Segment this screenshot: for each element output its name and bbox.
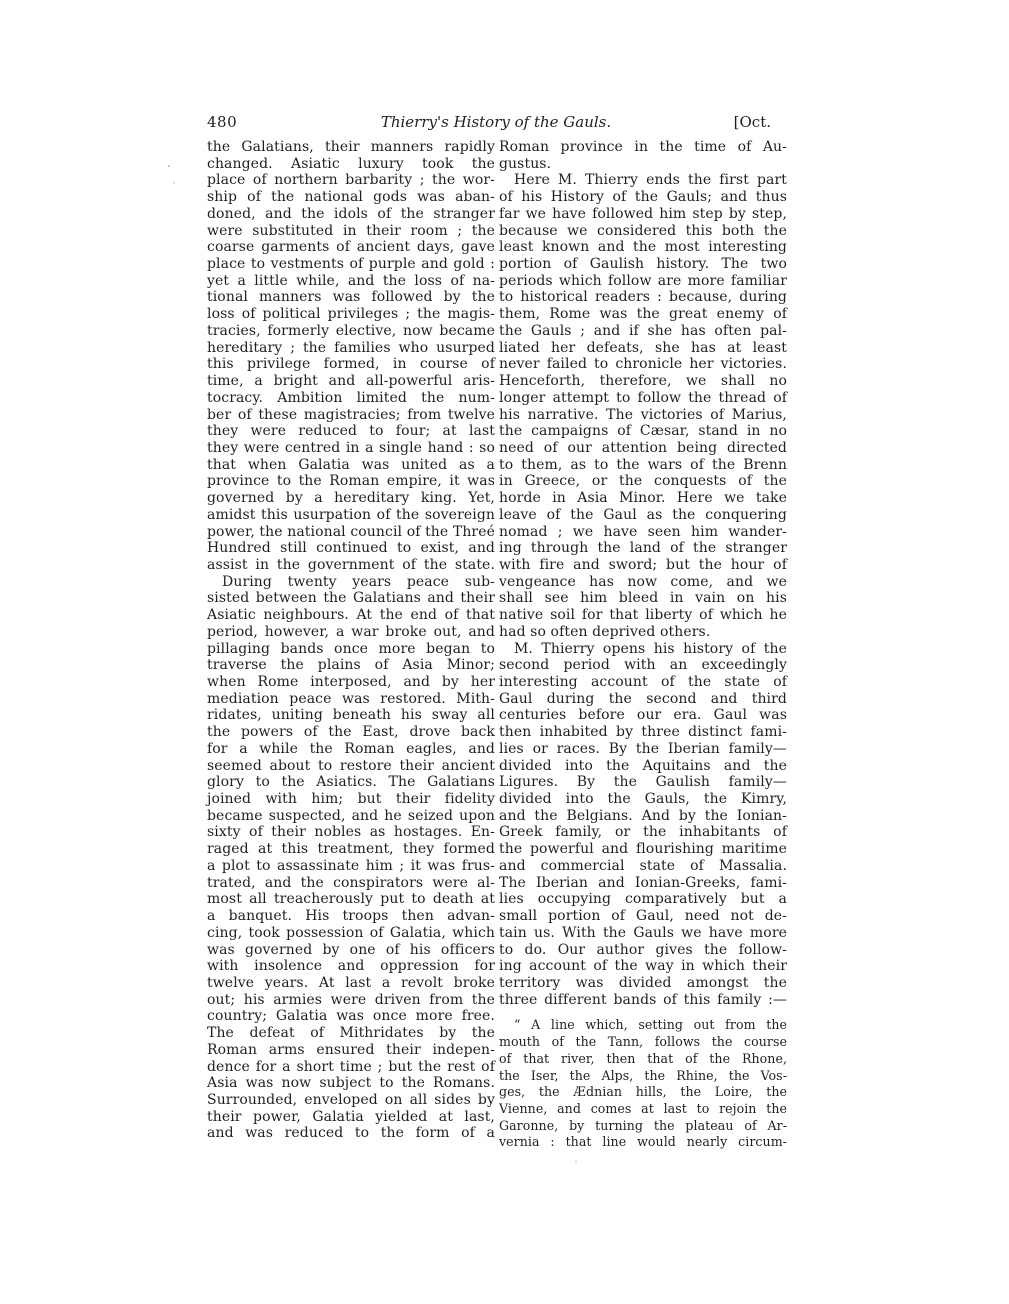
text-line: was governed by one of his officers xyxy=(207,941,495,958)
text-line: the powers of the East, drove back xyxy=(207,724,495,741)
text-line: place of northern barbarity ; the wor- xyxy=(207,172,495,189)
text-line: “ A line which, setting out from the xyxy=(514,1017,787,1033)
text-line: tional manners was followed by the xyxy=(207,289,495,306)
text-line: to historical readers : because, during xyxy=(499,289,787,306)
text-line: amidst this usurpation of the sovereign xyxy=(207,506,495,523)
scan-speck xyxy=(173,182,175,184)
text-line: and was reduced to the form of a xyxy=(207,1125,495,1142)
text-line: period, however, a war broke out, and xyxy=(207,623,495,640)
text-line: mediation peace was restored. Mith- xyxy=(207,690,495,707)
text-line: this privilege formed, in course of xyxy=(207,356,495,373)
text-line: to them, as to the wars of the Brenn xyxy=(499,456,787,473)
text-line: the Gauls ; and if she has often pal- xyxy=(499,322,787,339)
text-line: then inhabited by three distinct fami- xyxy=(499,724,787,741)
page-header xyxy=(207,113,785,135)
text-line: and commercial state of Massalia. xyxy=(499,857,787,874)
text-line: leave of the Gaul as the conquering xyxy=(499,506,787,523)
text-line: because we considered this both the xyxy=(499,222,787,239)
text-line: with fire and sword; but the hour of xyxy=(499,556,787,573)
text-line: raged at this treatment, they formed xyxy=(207,841,495,858)
text-line: country; Galatia was once more free. xyxy=(207,1008,495,1025)
text-line: tocracy. Ambition limited the num- xyxy=(207,389,495,406)
text-line: territory was divided amongst the xyxy=(499,974,787,991)
text-line: the campaigns of Cæsar, stand in no xyxy=(499,423,787,440)
text-line: tain us. With the Gauls we have more xyxy=(499,924,787,941)
text-line: with insolence and oppression for xyxy=(207,958,495,975)
text-line: Gaul during the second and third xyxy=(499,690,787,707)
text-line: dence for a short time ; but the rest of xyxy=(207,1058,495,1075)
text-line: shall see him bleed in vain on his xyxy=(499,590,787,607)
text-line: Here M. Thierry ends the first part xyxy=(514,172,787,189)
text-line: mouth of the Tann, follows the course xyxy=(499,1034,787,1050)
text-line: periods which follow are more familiar xyxy=(499,272,787,289)
text-line: cing, took possession of Galatia, which xyxy=(207,924,495,941)
text-line: traverse the plains of Asia Minor; xyxy=(207,657,495,674)
text-line: second period with an exceedingly xyxy=(499,657,787,674)
text-line: time, a bright and all-powerful aris- xyxy=(207,373,495,390)
text-line: of that river, then that of the Rhone, xyxy=(499,1050,787,1066)
text-line: Roman province in the time of Au- xyxy=(499,139,787,155)
text-line: Vienne, and comes at last to rejoin the xyxy=(499,1100,787,1116)
text-line: portion of Gaulish history. The two xyxy=(499,256,787,273)
text-line: Henceforth, therefore, we shall no xyxy=(499,373,787,390)
text-line: that when Galatia was united as a xyxy=(207,456,495,473)
text-line: tracies, formerly elective, now became xyxy=(207,322,495,339)
text-line: Roman arms ensured their indepen- xyxy=(207,1041,495,1058)
text-line: ridates, uniting beneath his sway all xyxy=(207,707,495,724)
text-line: ges, the Ædnian hills, the Loire, the xyxy=(499,1084,787,1100)
text-line: them, Rome was the great enemy of xyxy=(499,306,787,323)
text-line: vengeance has now come, and we xyxy=(499,573,787,590)
text-line: Hundred still continued to exist, and xyxy=(207,540,495,557)
issue-date: [Oct. xyxy=(733,113,771,131)
text-line: far we have followed him step by step, xyxy=(499,205,787,222)
text-line: During twenty years peace sub- xyxy=(222,573,495,590)
text-line: glory to the Asiatics. The Galatians xyxy=(207,774,495,791)
text-line: a plot to assassinate him ; it was frus- xyxy=(207,857,495,874)
text-line: in Greece, or the conquests of the xyxy=(499,473,787,490)
text-line: of his History of the Gauls; and thus xyxy=(499,189,787,206)
left-text-column xyxy=(207,139,495,1142)
text-line: divided into the Gauls, the Kimry, xyxy=(499,791,787,808)
text-line: divided into the Aquitains and the xyxy=(499,757,787,774)
text-line: assist in the government of the state. xyxy=(207,556,495,573)
text-line: small portion of Gaul, need not de- xyxy=(499,908,787,925)
text-line: province to the Roman empire, it was xyxy=(207,473,495,490)
text-line: never failed to chronicle her victories. xyxy=(499,356,787,373)
text-line: the Galatians, their manners rapidly xyxy=(207,139,495,155)
text-line: loss of political privileges ; the magis- xyxy=(207,306,495,323)
text-line: had so often deprived others. xyxy=(499,623,711,640)
text-line: twelve years. At last a revolt broke xyxy=(207,974,495,991)
text-line: Greek family, or the inhabitants of xyxy=(499,824,787,841)
text-line: most all treacherously put to death at xyxy=(207,891,495,908)
text-line: Garonne, by turning the plateau of Ar- xyxy=(499,1117,787,1133)
text-line: centuries before our era. Gaul was xyxy=(499,707,787,724)
text-line: three different bands of this family :— xyxy=(499,991,787,1008)
text-line: joined with him; but their fidelity xyxy=(207,791,495,808)
text-line: the Iser, the Alps, the Rhine, the Vos- xyxy=(499,1067,787,1083)
text-line: trated, and the conspirators were al- xyxy=(207,874,495,891)
text-line: lies occupying comparatively but a xyxy=(499,891,787,908)
text-line: were substituted in their room ; the xyxy=(207,222,495,239)
text-line: his narrative. The victories of Marius, xyxy=(499,406,787,423)
text-line: a banquet. His troops then advan- xyxy=(207,908,495,925)
text-line: M. Thierry opens his history of the xyxy=(514,640,787,657)
text-line: longer attempt to follow the thread of xyxy=(499,389,787,406)
text-line: least known and the most interesting xyxy=(499,239,787,256)
text-line: yet a little while, and the loss of na- xyxy=(207,272,495,289)
text-line: seemed about to restore their ancient xyxy=(207,757,495,774)
text-line: the powerful and flourishing maritime xyxy=(499,841,787,858)
text-line: vernia : that line would nearly circum- xyxy=(499,1134,787,1150)
text-line: The Iberian and Ionian-Greeks, fami- xyxy=(499,874,787,891)
scan-speck xyxy=(168,165,170,167)
text-line: coarse garments of ancient days, gave xyxy=(207,239,495,256)
text-line: native soil for that liberty of which he xyxy=(499,607,787,624)
text-line: hereditary ; the families who usurped xyxy=(207,339,495,356)
text-line: sisted between the Galatians and their xyxy=(207,590,495,607)
text-line: ber of these magistracies; from twelve xyxy=(207,406,495,423)
page-number: 480 xyxy=(207,113,238,131)
text-line: pillaging bands once more began to xyxy=(207,640,495,657)
text-line: sixty of their nobles as hostages. En- xyxy=(207,824,495,841)
text-line: became suspected, and he seized upon xyxy=(207,807,495,824)
text-line: changed. Asiatic luxury took the xyxy=(207,155,495,172)
text-line: their power, Galatia yielded at last, xyxy=(207,1108,495,1125)
text-line: The defeat of Mithridates by the xyxy=(207,1025,495,1042)
text-line: Ligures. By the Gaulish family— xyxy=(499,774,787,791)
text-line: Asia was now subject to the Romans. xyxy=(207,1075,495,1092)
text-line: ing account of the way in which their xyxy=(499,958,787,975)
text-line: ing through the land of the stranger xyxy=(499,540,787,557)
text-line: liated her defeats, she has at least xyxy=(499,339,787,356)
running-title: Thierry's History of the Gauls. xyxy=(380,113,612,131)
text-line: they were reduced to four; at last xyxy=(207,423,495,440)
text-line: power, the national council of the Threé xyxy=(207,523,495,540)
text-line: to do. Our author gives the follow- xyxy=(499,941,787,958)
text-line: gustus. xyxy=(499,155,552,172)
text-line: out; his armies were driven from the xyxy=(207,991,495,1008)
text-line: horde in Asia Minor. Here we take xyxy=(499,490,787,507)
text-line: interesting account of the state of xyxy=(499,674,787,690)
text-line: for a while the Roman eagles, and xyxy=(207,740,495,757)
text-line: ship of the national gods was aban- xyxy=(207,189,495,206)
text-line: Surrounded, enveloped on all sides by xyxy=(207,1091,495,1108)
scan-speck xyxy=(575,1160,577,1163)
text-line: when Rome interposed, and by her xyxy=(207,674,495,690)
text-line: governed by a hereditary king. Yet, xyxy=(207,490,495,507)
text-line: doned, and the idols of the stranger xyxy=(207,205,495,222)
text-line: lies or races. By the Iberian family— xyxy=(499,740,787,757)
text-line: they were centred in a single hand : so xyxy=(207,439,495,456)
text-line: and the Belgians. And by the Ionian- xyxy=(499,807,787,824)
text-line: nomad ; we have seen him wander- xyxy=(499,523,787,540)
text-line: need of our attention being directed xyxy=(499,439,787,456)
text-line: place to vestments of purple and gold : xyxy=(207,256,495,273)
right-text-column xyxy=(499,139,787,1151)
text-line: Asiatic neighbours. At the end of that xyxy=(207,607,495,624)
